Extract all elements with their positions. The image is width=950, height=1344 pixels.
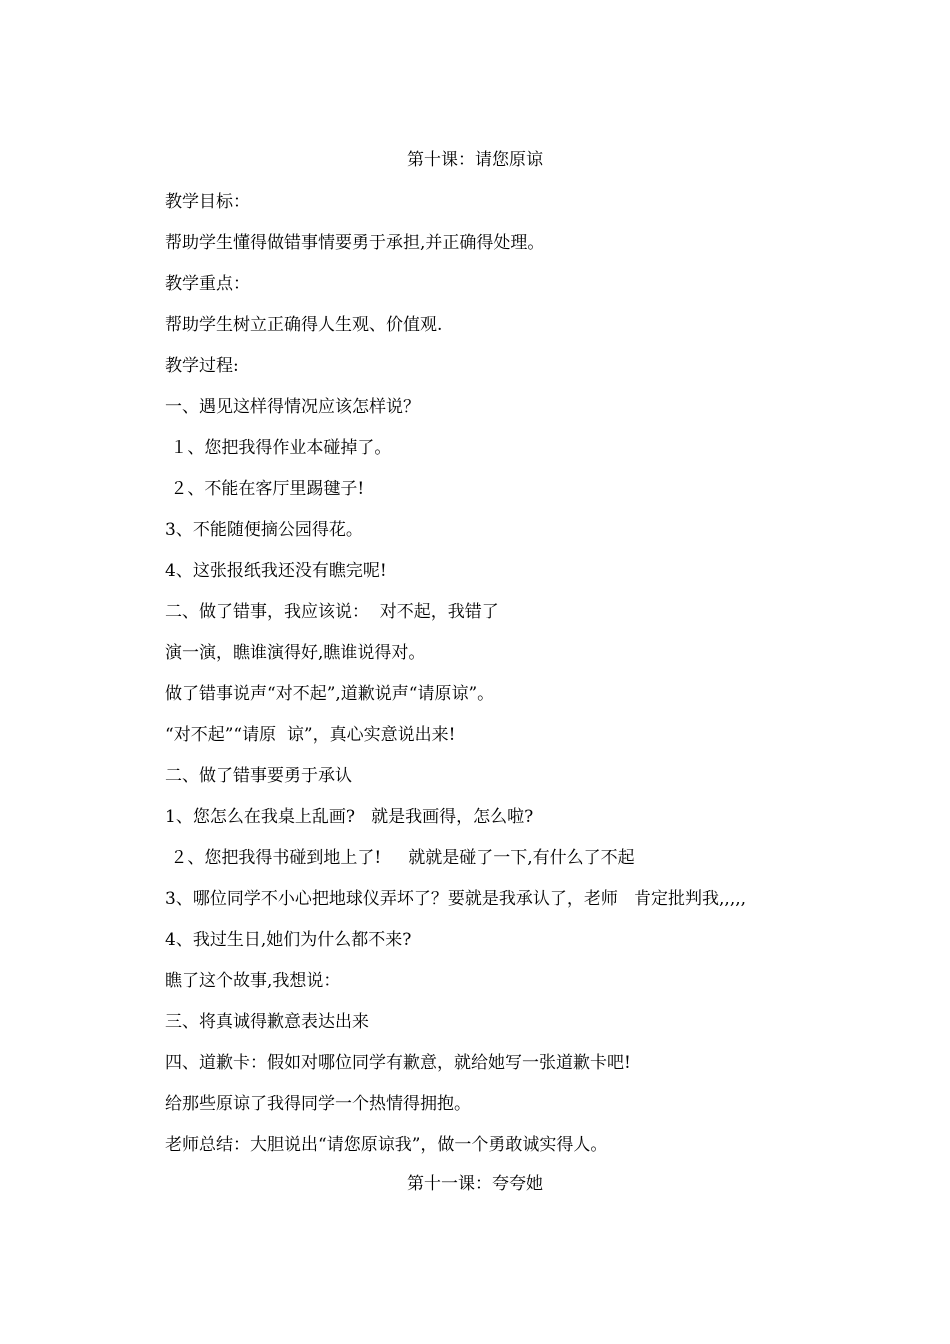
teaching-focus-heading: 教学重点： <box>165 274 250 294</box>
sincere-apology-text: “对不起”“请原 谅”，真心实意说出来! <box>165 725 456 745</box>
teaching-process-heading: 教学过程: <box>165 356 239 376</box>
section-2b-item-1: 1、您怎么在我桌上乱画? 就是我画得，怎么啦? <box>165 807 534 827</box>
hug-text: 给那些原谅了我得同学一个热情得拥抱。 <box>165 1094 471 1114</box>
section-1-item-1: １、您把我得作业本碰掉了。 <box>165 438 392 458</box>
section-2b-heading: 二、做了错事要勇于承认 <box>165 766 352 786</box>
teacher-summary-text: 老师总结：大胆说出“请您原谅我”，做一个勇敢诚实得人。 <box>165 1135 608 1155</box>
teaching-goal-text: 帮助学生懂得做错事情要勇于承担,并正确得处理。 <box>165 233 545 253</box>
section-2b-item-2: ２、您把我得书碰到地上了! 就就是碰了一下,有什么了不起 <box>165 848 635 868</box>
lesson-11-title: 第十一课：夸夸她 <box>407 1174 543 1194</box>
section-2-heading: 二、做了错事，我应该说： 对不起，我错了 <box>165 602 499 622</box>
lesson-10-title: 第十课：请您原谅 <box>407 150 543 170</box>
section-2b-item-3: 3、哪位同学不小心把地球仪弄坏了？要就是我承认了，老师 肯定批判我,,,,, <box>165 889 747 909</box>
section-1-item-4: 4、这张报纸我还没有瞧完呢! <box>165 561 387 581</box>
section-1-item-2: ２、不能在客厅里踢毽子! <box>165 479 365 499</box>
section-1-item-3: 3、不能随便摘公园得花。 <box>165 520 363 540</box>
teaching-goal-heading: 教学目标： <box>165 192 250 212</box>
story-reflection-text: 瞧了这个故事,我想说： <box>165 971 341 991</box>
section-2b-item-4: 4、我过生日,她们为什么都不来? <box>165 930 412 950</box>
section-4-heading: 四、道歉卡：假如对哪位同学有歉意，就给她写一张道歉卡吧! <box>165 1053 631 1073</box>
apology-phrase-text: 做了错事说声“对不起”,道歉说声“请原谅”。 <box>165 684 495 704</box>
section-3-heading: 三、将真诚得歉意表达出来 <box>165 1012 369 1032</box>
role-play-text: 演一演，瞧谁演得好,瞧谁说得对。 <box>165 643 426 663</box>
section-1-heading: 一、遇见这样得情况应该怎样说？ <box>165 397 420 417</box>
teaching-focus-text: 帮助学生树立正确得人生观、价值观. <box>165 315 443 335</box>
